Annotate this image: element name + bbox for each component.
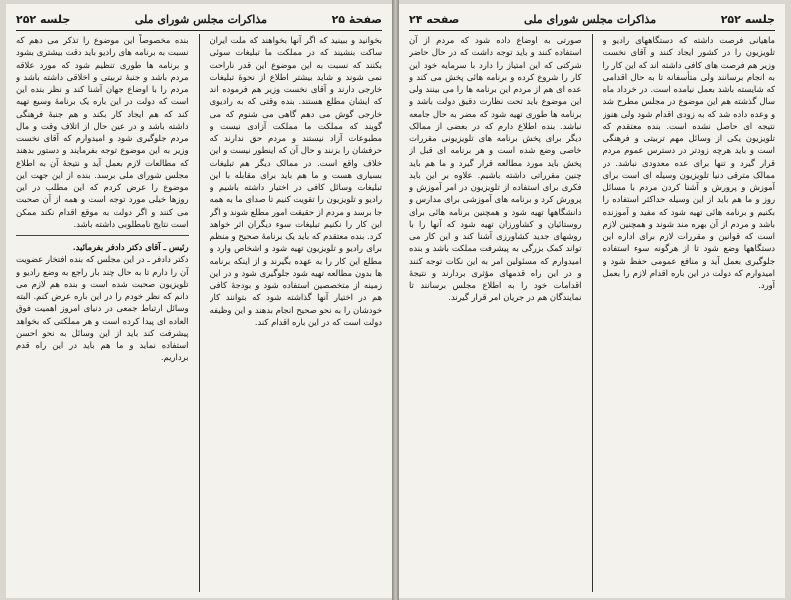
column-divider <box>199 34 200 592</box>
paragraph: بخوانید و ببینید که اگر آنها بخواهند که ملت ایران ساکت بنشیند که در مملکت ما تبلیغات سوئی بکنند که نسبت به این موضوع این قدر ناراحت نمی شوند و شاید بیشتر اطلاع از نحوهٔ تبلیغات خارجی دارند و آقای نخست وزیر هم فرموده اند که ایشان مطلع هستند. بنده وقتی که به رادیوی خارجی گوش می دهم گاهی می شنوم که می گویند که مملکت ما مملکت آزادی نیست و مطبوعات آزاد نیستند و مردم حق ندارند که حرفشان را بزنند و حال آن که اینطور نیست و این خلاف واقع است. در ممالک دیگر هم تبلیغات بسیاری هست و ما هم باید برای مقابله با این تبلیغات وسائل کافی در اختیار داشته باشیم و رادیو و تلویزیون را تقویت کنیم تا صدای ما به همه جا برسد و مردم از حقیقت امور مطلع شوند و اگر این کار را نکنیم تبلیغات سوء دیگران اثر خواهد کرد. بنده معتقدم که باید یک برنامهٔ صحیح و منظم برای رادیو و تلویزیون تهیه شود و اشخاص وارد و مطلع این کار را به عهده بگیرند و از اینکه برنامه ها بدون مطالعه تهیه شود جلوگیری شود و در این زمینه از متخصصین استفاده شود و بودجهٔ کافی هم در اختیار آنها گذاشته شود که بتوانند کار خودشان را به نحو صحیح انجام بدهند و این وظیفه دولت است که در این باره اقدام کند. <box>209 35 382 327</box>
speaker-line: رئیس ـ آقای دکتر دادفر بفرمائید. <box>72 242 189 252</box>
header-rule <box>16 30 382 31</box>
page-title: مذاکرات مجلس شورای ملی <box>523 12 657 26</box>
page-header <box>409 10 775 28</box>
page-number: صفحه ۲۴ <box>409 12 460 26</box>
section-rule <box>16 235 189 236</box>
session-number: جلسه ۲۵۲ <box>16 12 71 26</box>
text-column-right <box>210 34 383 592</box>
text-column-left <box>16 34 189 592</box>
paragraph: بنده مخصوصاً این موضوع را تذکر می دهم که نسبت به برنامه های رادیو باید دقت بیشتری بشود و برنامه ها طوری تنظیم شود که مورد علاقه مردم باشد و جنبهٔ تربیتی و اخلاقی داشته باشد و مردم را با اوضاع جهان آشنا کند و نظر بنده این است که دولت در این باره یک برنامهٔ وسیع تهیه کند که هم ایجاد کار بکند و هم جنبهٔ فرهنگی داشته باشد و در عین حال از اتلاف وقت و مال مردم جلوگیری شود و امیدوارم که آقای نخست وزیر به این موضوع توجه بفرمایند و دستور بدهند که مطالعات لازم بعمل آید و نتیجهٔ آن به اطلاع مجلس شورای ملی برسد. بنده از این جهت این موضوع را عرض کردم که این مطلب در این روزها خیلی مورد توجه است و همه از آن صحبت می کنند و اگر دولت به موقع اقدام نکند ممکن است نتایج نامطلوبی داشته باشد. <box>16 35 189 229</box>
text-column-left <box>409 34 582 592</box>
header-rule <box>409 30 775 31</box>
left-page <box>6 4 392 598</box>
paragraph: دکتر دادفر ـ در این مجلس که بنده افتخار عضویت آن را دارم تا به حال چند بار راجع به وضع رادیو و تلویزیون صحبت شده است و بنده هم لازم می دانم که نظر خودم را در این باره عرض کنم. البته وسائل ارتباط جمعی در دنیای امروز اهمیت فوق العاده ای پیدا کرده است و هر مملکتی که بخواهد پیشرفت کند باید از این وسائل به نحو احسن استفاده نماید و ما هم باید در این راه قدم برداریم. <box>16 254 189 363</box>
page-header <box>16 10 382 28</box>
paragraph: صورتی به اوضاع داده شود که مردم از آن استفاده کنند و باید توجه داشت که در حال حاضر شرکتی که این امتیاز را دارد با سرمایه خود این کار را شروع کرده و برنامه هائی پخش می کند و عده ای هم از مردم این برنامه ها را می بینند ولی این موضوع باید تحت نظارت دقیق دولت باشد و برنامه ها طوری تهیه شود که مضر به حال جامعه نباشد. بنده اطلاع دارم که در بعضی از ممالک دیگر برای پخش برنامه های تلویزیونی مقررات خاصی وضع شده است و هر برنامه ای قبل از پخش باید مورد مطالعه قرار گیرد و ما هم باید چنین مقرراتی داشته باشیم. علاوه بر این باید فکری برای استفاده از تلویزیون در امر آموزش و پرورش کرد و برنامه های آموزشی برای مدارس و دانشگاهها تهیه شود و همچنین برنامه هائی برای روستائیان و کشاورزان تهیه شود که آنها را با روشهای جدید کشاورزی آشنا کند و این کار می تواند کمک بزرگی به پیشرفت مملکت باشد و بنده امیدوارم که مسئولین امر به این نکات توجه کنند و در این راه قدمهای مؤثری بردارند و نتیجهٔ اقدامات خود را به اطلاع مجلس برسانند تا نمایندگان هم در جریان امر قرار گیرند. <box>409 35 582 303</box>
paragraph: ماهیانی فرصت داشته که دستگاههای رادیو و تلویزیون را در کشور ایجاد کنند و آقای نخست وزیر هم فرصت های کافی داشته اند که این کار را به انجام برسانند ولی متأسفانه تا به حال اقدامی که شایسته باشد بعمل نیامده است. در خرداد ماه سال گذشته هم این موضوع در مجلس مطرح شد و وعده داده شد که به زودی اقدام شود ولی هنوز نتیجه ای حاصل نشده است. بنده معتقدم که تلویزیون یکی از وسائل مهم تربیتی و فرهنگی است و باید هرچه زودتر در دسترس عموم مردم قرار گیرد و تنها برای عده معدودی نباشد. در ممالک مترقی دنیا تلویزیون وسیله ای است برای آموزش و پرورش و آشنا کردن مردم با مسائل روز و ما هم باید از این وسیله حداکثر استفاده را بکنیم و برنامه هائی تهیه شود که مفید و آموزنده باشد و مردم از آن بهره مند شوند و همچنین لازم است که قوانین و مقررات لازم برای اداره این دستگاهها وضع شود تا از هرگونه سوء استفاده جلوگیری بعمل آید و منافع عمومی حفظ شود و امیدوارم که دولت در این باره اقدام لازم را بعمل آورد. <box>602 35 775 290</box>
text-columns <box>409 34 775 592</box>
column-divider <box>592 34 593 592</box>
page-title: مذاکرات مجلس شورای ملی <box>134 12 268 26</box>
page-number: صفحهٔ ۲۵ <box>331 12 382 26</box>
text-columns <box>16 34 382 592</box>
book-gutter <box>392 0 399 600</box>
right-page <box>399 4 785 598</box>
text-column-right <box>603 34 776 592</box>
session-number: جلسه ۲۵۲ <box>720 12 775 26</box>
